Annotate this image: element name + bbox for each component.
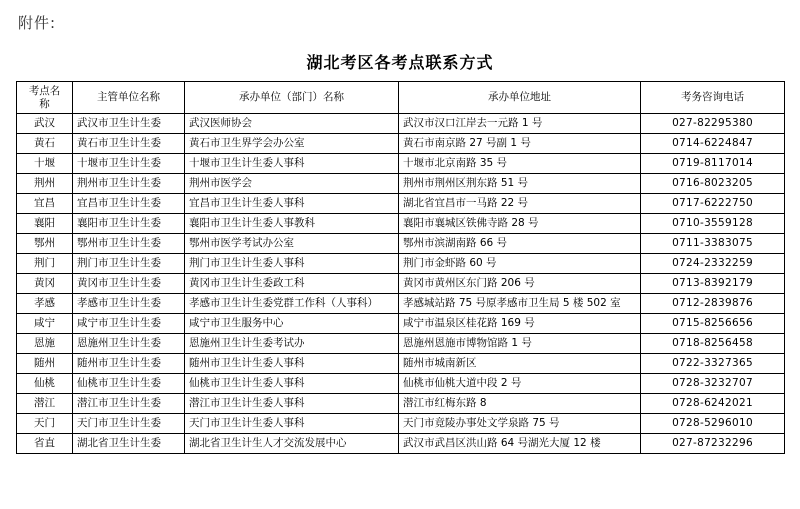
cell-address: 襄阳市襄城区铁佛寺路 28 号 <box>399 214 641 234</box>
cell-phone: 0719-8117014 <box>641 154 785 174</box>
document-title: 湖北考区各考点联系方式 <box>306 53 494 72</box>
cell-city: 咸宁 <box>17 314 73 334</box>
cell-phone: 0718-8256458 <box>641 334 785 354</box>
cell-dept: 孝感市卫生计生委 <box>73 294 185 314</box>
cell-city: 天门 <box>17 414 73 434</box>
cell-dept: 鄂州市卫生计生委 <box>73 234 185 254</box>
cell-city: 黄石 <box>17 134 73 154</box>
cell-city: 潜江 <box>17 394 73 414</box>
cell-org: 襄阳市卫生计生委人事教科 <box>185 214 399 234</box>
cell-dept: 天门市卫生计生委 <box>73 414 185 434</box>
cell-dept: 黄石市卫生计生委 <box>73 134 185 154</box>
cell-org: 恩施州卫生计生委考试办 <box>185 334 399 354</box>
table-row <box>17 314 785 334</box>
cell-dept: 十堰市卫生计生委 <box>73 154 185 174</box>
cell-org: 潜江市卫生计生委人事科 <box>185 394 399 414</box>
cell-address: 荆门市金虾路 60 号 <box>399 254 641 274</box>
cell-dept: 黄冈市卫生计生委 <box>73 274 185 294</box>
cell-phone: 0714-6224847 <box>641 134 785 154</box>
table-row <box>17 214 785 234</box>
table-row <box>17 334 785 354</box>
cell-phone: 0728-6242021 <box>641 394 785 414</box>
cell-city: 武汉 <box>17 114 73 134</box>
cell-address: 鄂州市滨湖南路 66 号 <box>399 234 641 254</box>
table-row <box>17 414 785 434</box>
cell-address: 天门市竟陵办事处文学泉路 75 号 <box>399 414 641 434</box>
table-row <box>17 174 785 194</box>
cell-dept: 宜昌市卫生计生委 <box>73 194 185 214</box>
table-row <box>17 394 785 414</box>
table-row <box>17 274 785 294</box>
cell-city: 恩施 <box>17 334 73 354</box>
cell-dept: 荆州市卫生计生委 <box>73 174 185 194</box>
cell-phone: 0712-2839876 <box>641 294 785 314</box>
cell-phone: 0716-8023205 <box>641 174 785 194</box>
cell-address: 随州市城南新区 <box>399 354 641 374</box>
cell-city: 宜昌 <box>17 194 73 214</box>
cell-dept: 襄阳市卫生计生委 <box>73 214 185 234</box>
cell-address: 孝感城站路 75 号原孝感市卫生局 5 楼 502 室 <box>399 294 641 314</box>
cell-org: 咸宁市卫生服务中心 <box>185 314 399 334</box>
table-row <box>17 294 785 314</box>
cell-org: 荆州市医学会 <box>185 174 399 194</box>
table-row <box>17 114 785 134</box>
cell-city: 省直 <box>17 434 73 454</box>
cell-phone: 027-87232296 <box>641 434 785 454</box>
cell-org: 湖北省卫生计生人才交流发展中心 <box>185 434 399 454</box>
table-row <box>17 354 785 374</box>
table-body <box>17 114 785 454</box>
table-row <box>17 374 785 394</box>
header-addr: 承办单位地址 <box>399 82 641 114</box>
cell-phone: 0715-8256656 <box>641 314 785 334</box>
cell-address: 潜江市红梅东路 8 <box>399 394 641 414</box>
header-dept: 主管单位名称 <box>73 82 185 114</box>
cell-org: 天门市卫生计生委人事科 <box>185 414 399 434</box>
cell-city: 十堰 <box>17 154 73 174</box>
table-row <box>17 254 785 274</box>
cell-city: 荆州 <box>17 174 73 194</box>
cell-phone: 0724-2332259 <box>641 254 785 274</box>
cell-dept: 潜江市卫生计生委 <box>73 394 185 414</box>
cell-org: 宜昌市卫生计生委人事科 <box>185 194 399 214</box>
cell-address: 黄冈市黄州区东门路 206 号 <box>399 274 641 294</box>
cell-phone: 0728-5296010 <box>641 414 785 434</box>
table-header-row <box>17 82 785 114</box>
cell-city: 襄阳 <box>17 214 73 234</box>
cell-org: 随州市卫生计生委人事科 <box>185 354 399 374</box>
cell-address: 十堰市北京南路 35 号 <box>399 154 641 174</box>
cell-dept: 恩施州卫生计生委 <box>73 334 185 354</box>
cell-phone: 0722-3327365 <box>641 354 785 374</box>
cell-dept: 仙桃市卫生计生委 <box>73 374 185 394</box>
cell-phone: 0728-3232707 <box>641 374 785 394</box>
cell-dept: 荆门市卫生计生委 <box>73 254 185 274</box>
cell-city: 荆门 <box>17 254 73 274</box>
contacts-table <box>16 81 785 454</box>
cell-city: 孝感 <box>17 294 73 314</box>
cell-org: 武汉医师协会 <box>185 114 399 134</box>
cell-address: 武汉市汉口江岸去一元路 1 号 <box>399 114 641 134</box>
cell-address: 仙桃市仙桃大道中段 2 号 <box>399 374 641 394</box>
cell-org: 黄冈市卫生计生委政工科 <box>185 274 399 294</box>
cell-city: 黄冈 <box>17 274 73 294</box>
header-org: 承办单位（部门）名称 <box>185 82 399 114</box>
cell-org: 十堰市卫生计生委人事科 <box>185 154 399 174</box>
cell-org: 孝感市卫生计生委党群工作科（人事科） <box>185 294 399 314</box>
header-city: 考点名称 <box>17 82 73 114</box>
cell-address: 咸宁市温泉区桂花路 169 号 <box>399 314 641 334</box>
cell-org: 黄石市卫生界学会办公室 <box>185 134 399 154</box>
cell-org: 荆门市卫生计生委人事科 <box>185 254 399 274</box>
cell-phone: 0717-6222750 <box>641 194 785 214</box>
cell-city: 仙桃 <box>17 374 73 394</box>
header-phone: 考务咨询电话 <box>641 82 785 114</box>
cell-phone: 0711-3383075 <box>641 234 785 254</box>
cell-dept: 武汉市卫生计生委 <box>73 114 185 134</box>
cell-phone: 0710-3559128 <box>641 214 785 234</box>
cell-dept: 随州市卫生计生委 <box>73 354 185 374</box>
cell-org: 鄂州市医学考试办公室 <box>185 234 399 254</box>
cell-address: 湖北省宜昌市一马路 22 号 <box>399 194 641 214</box>
cell-address: 黄石市南京路 27 号副 1 号 <box>399 134 641 154</box>
table-row <box>17 194 785 214</box>
cell-dept: 湖北省卫生计生委 <box>73 434 185 454</box>
cell-city: 随州 <box>17 354 73 374</box>
cell-address: 恩施州恩施市博物馆路 1 号 <box>399 334 641 354</box>
table-row <box>17 434 785 454</box>
cell-phone: 0713-8392179 <box>641 274 785 294</box>
table-row <box>17 234 785 254</box>
table-row <box>17 134 785 154</box>
cell-city: 鄂州 <box>17 234 73 254</box>
attachment-label: 附件: <box>18 14 57 32</box>
table-row <box>17 154 785 174</box>
cell-address: 荆州市荆州区荆东路 51 号 <box>399 174 641 194</box>
cell-org: 仙桃市卫生计生委人事科 <box>185 374 399 394</box>
cell-dept: 咸宁市卫生计生委 <box>73 314 185 334</box>
cell-phone: 027-82295380 <box>641 114 785 134</box>
cell-address: 武汉市武昌区洪山路 64 号湖光大厦 12 楼 <box>399 434 641 454</box>
